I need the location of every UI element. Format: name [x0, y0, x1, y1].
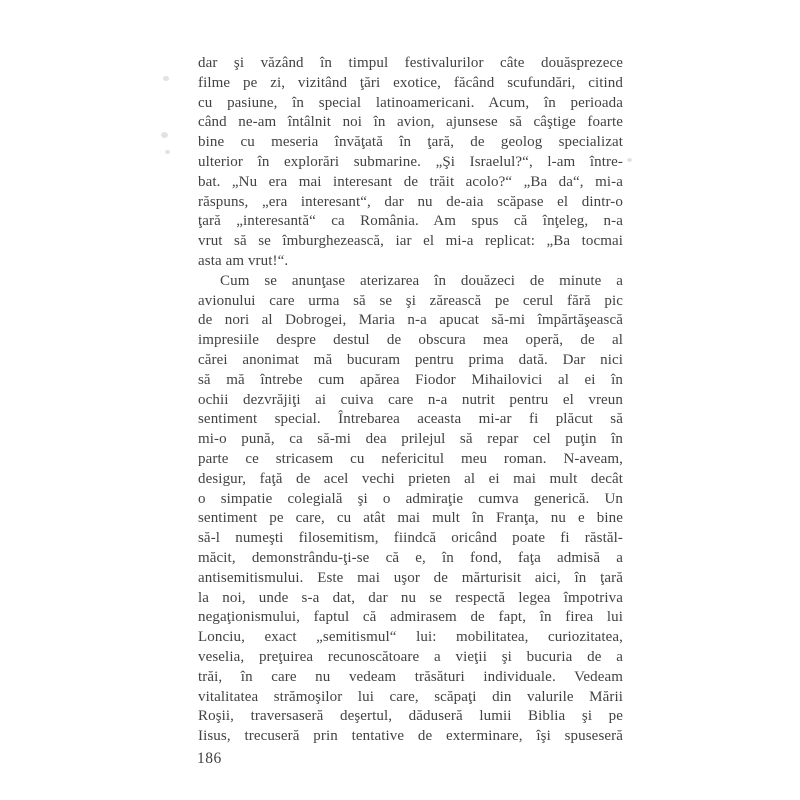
text-line: impresiile despre destul de obscura mea operă, de al	[198, 332, 623, 349]
text-line: răspuns, „era interesant“, dar nu de-aia scăpase el dintr-o	[198, 193, 623, 210]
text-line: să-l numeşti filosemitism, fiindcă oricând poate fi răstăl-	[198, 530, 623, 547]
text-line: o simpatie colegială şi o admiraţie cumva generică. Un	[198, 490, 623, 507]
text-line: veselia, preţuirea recunoscătoare a vieţii şi bucuria de a	[198, 648, 623, 665]
scan-speckle	[165, 150, 170, 154]
text-line: Cum se anunţase aterizarea în douăzeci de minute a	[220, 272, 623, 289]
paragraph	[198, 54, 623, 272]
text-line: sentiment pe care, cu atât mai mult în Franţa, nu e bine	[198, 510, 623, 527]
text-line: sentiment special. Întrebarea aceasta mi-ar fi plăcut să	[198, 411, 623, 428]
text-line: mi-o pună, ca să-mi dea prilejul să repar cel puţin în	[198, 431, 623, 448]
text-line: Iisus, trecuseră prin tentative de exterminare, îşi spuseseră	[198, 728, 623, 745]
text-line: cu pasiune, în special latinoamericani. Acum, în perioada	[198, 94, 623, 111]
text-line: când ne-am întâlnit noi în avion, ajunsese să câştige foarte	[198, 114, 623, 131]
text-line: parte ce stricasem cu nefericitul meu roman. N-aveam,	[198, 450, 623, 467]
text-line: asta am vrut!“.	[198, 252, 289, 269]
text-line: de nori al Dobrogei, Maria n-a apucat să-mi împărtăşească	[198, 312, 623, 329]
text-line: antisemitismului. Este mai uşor de mărturisit aici, în ţară	[198, 569, 623, 586]
text-line: vitalitatea strămoşilor lui care, scăpaţi din valurile Mării	[198, 688, 623, 705]
text-line: măcit, demonstrându-ţi-se că e, în fond, faţa admisă a	[198, 549, 623, 566]
scan-speckle	[627, 158, 632, 162]
text-line: negaţionismului, faptul că admirasem de fapt, în firea lui	[198, 609, 623, 626]
paragraph	[198, 272, 623, 747]
text-line: filme pe zi, vizitând ţări exotice, făcând scufundări, citind	[198, 74, 623, 91]
text-line: Lonciu, exact „semitismul“ lui: mobilitatea, curiozitatea,	[198, 629, 623, 646]
page-number: 186	[197, 750, 222, 767]
text-block	[198, 54, 623, 747]
text-line: vrut să se îmburghezească, iar el mi-a replicat: „Ba tocmai	[198, 233, 623, 250]
text-line: la noi, unde s-a dat, dar nu se respectă legea împotriva	[198, 589, 623, 606]
text-line: trăi, în care nu vedeam trăsături individuale. Vedeam	[198, 668, 623, 685]
text-line: ţară „interesantă“ ca România. Am spus că înţeleg, n-a	[198, 213, 623, 230]
scan-speckle	[163, 76, 169, 81]
text-line: să mă întrebe cum apărea Fiodor Mihailovici al ei în	[198, 371, 623, 388]
text-line: dar şi văzând în timpul festivalurilor câte douăsprezece	[198, 55, 623, 71]
text-line: avionului care urma să se şi zărească pe cerul fără pic	[198, 292, 623, 309]
text-line: cărei anonimat mă bucuram pentru prima dată. Dar nici	[198, 351, 623, 368]
text-line: bat. „Nu era mai interesant de trăit acolo?“ „Ba da“, mi-a	[198, 173, 623, 190]
text-line: Roşii, traversaseră deşertul, dăduseră lumii Biblia şi pe	[198, 708, 623, 725]
text-line: desigur, faţă de acel vechi prieten al ei mai mult decât	[198, 470, 623, 487]
text-line: bine cu meseria învăţată în ţară, de geolog specializat	[198, 134, 623, 151]
scan-speckle	[161, 132, 168, 138]
text-line: ochii dezvrăjiţi ai cuiva care n-a nutrit pentru el vreun	[198, 391, 623, 408]
text-line: ulterior în explorări submarine. „Şi Israelul?“, l-am între-	[198, 153, 623, 170]
